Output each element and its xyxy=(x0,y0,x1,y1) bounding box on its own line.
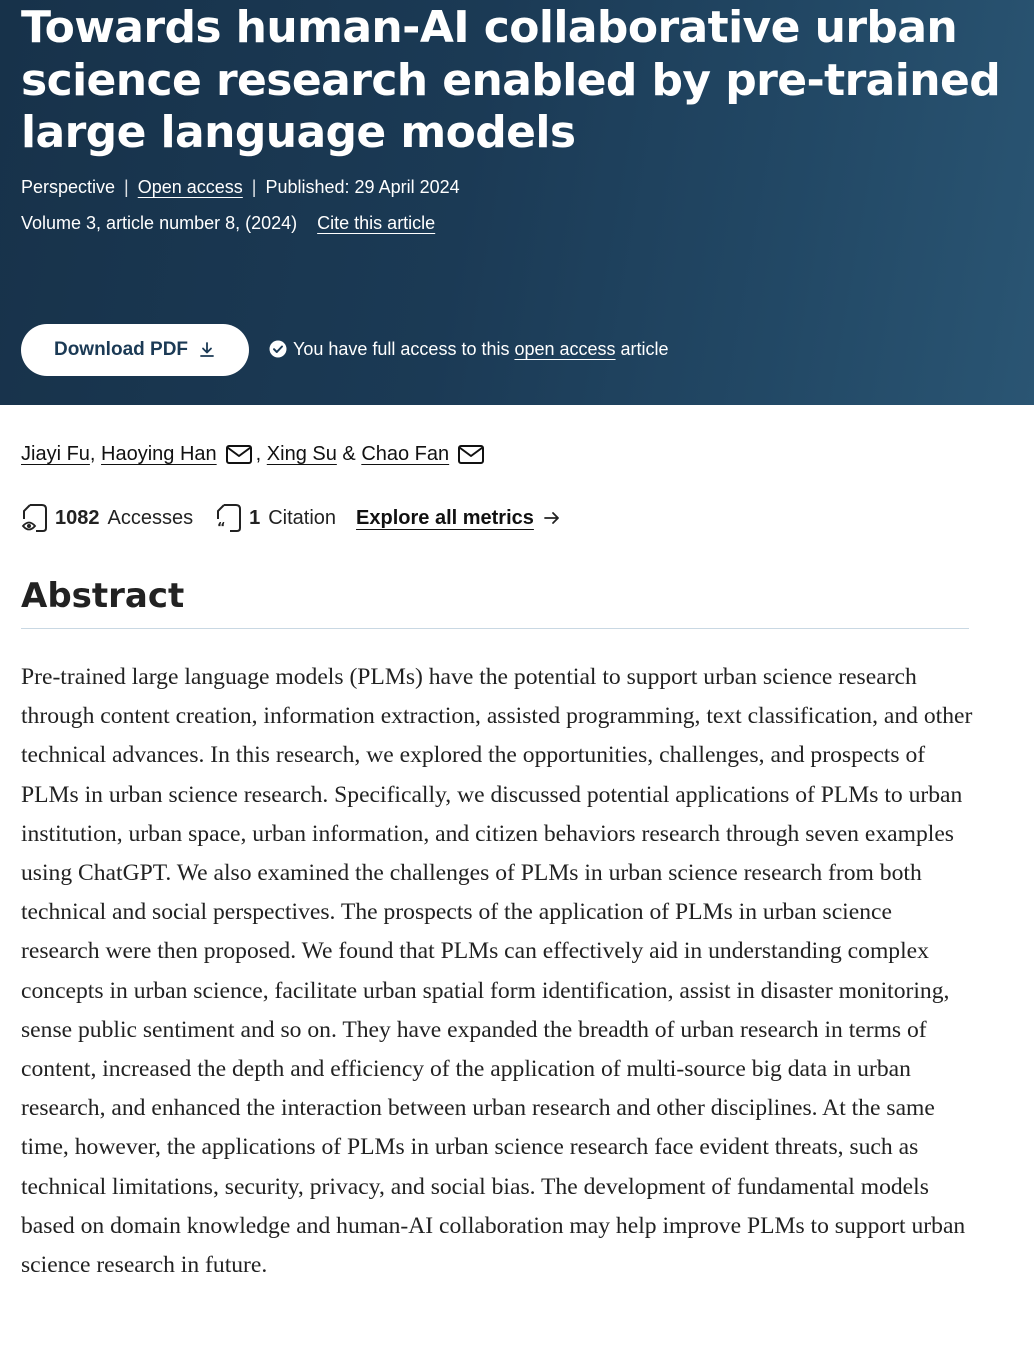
author-link[interactable]: Xing Su xyxy=(266,443,337,465)
explore-metrics-label[interactable]: Explore all metrics xyxy=(356,507,534,529)
abstract-text: Pre-trained large language models (PLMs) have the potential to support urban science research through content creation, information extraction, assisted programming, text classification, and other technical advances. In this research, we explored the opportunities, challenges, and prospects of PLMs in urban science research. Specifically, we discussed potential applications of PLMs to urban institution, urban space, urban information, and citizen behaviors research through seven examples using ChatGPT. We also examined the challenges of PLMs in urban science research from both technical and social perspectives. The prospects of the application of PLMs in urban science research were then proposed. We found that PLMs can effectively aid in understanding complex concepts in urban science, facilitate urban spatial form identification, assist in disaster monitoring, sense public sentiment and so on. They have expanded the breadth of urban research in terms of content, increased the depth and efficiency of the application of multi-source big data in urban research, and enhanced the interaction between urban research and other disciplines. At the same time, however, the applications of PLMs in urban science research face evident threats, such as technical limitations, security, privacy, and social bias. The development of fundamental models based on domain knowledge and human-AI collaboration may help improve PLMs to support urban science research in future. xyxy=(21,664,973,1279)
access-note-suffix: article xyxy=(620,339,669,359)
published-date: Published: 29 April 2024 xyxy=(265,177,460,197)
document-eye-icon xyxy=(21,503,49,533)
cite-article-link[interactable]: Cite this article xyxy=(317,213,436,233)
accesses-count: 1082 xyxy=(55,507,100,529)
download-pdf-button[interactable] xyxy=(21,324,249,376)
download-pdf-label: Download PDF xyxy=(53,339,189,360)
volume-line xyxy=(21,210,435,236)
abstract-heading: Abstract xyxy=(21,576,185,616)
access-open-access-link[interactable]: open access xyxy=(514,339,616,359)
author-separator: , xyxy=(255,443,262,465)
envelope-icon[interactable] xyxy=(457,443,485,465)
citations-count: 1 xyxy=(249,507,261,529)
article-meta-line xyxy=(21,174,460,200)
citations-label: Citation xyxy=(268,507,337,529)
accesses-label: Accesses xyxy=(107,507,194,529)
article-title: Towards human-AI collaborative urban science research enabled by pre-trained large language models xyxy=(21,2,1001,158)
document-quote-icon xyxy=(215,503,243,533)
accesses-metric xyxy=(21,503,193,533)
author-separator: , xyxy=(89,443,96,465)
article-type: Perspective xyxy=(21,177,116,197)
meta-separator: | xyxy=(124,177,129,197)
explore-metrics-link[interactable] xyxy=(336,503,560,533)
author-list xyxy=(21,440,488,468)
article-header xyxy=(0,0,1034,405)
citations-metric xyxy=(215,503,336,533)
arrow-right-icon xyxy=(544,511,560,525)
svg-text:“: “ xyxy=(217,521,226,533)
volume-info: Volume 3, article number 8, (2024) xyxy=(21,213,298,233)
author-link[interactable]: Haoying Han xyxy=(101,443,217,465)
author-link[interactable]: Chao Fan xyxy=(361,443,450,465)
author-ampersand: & xyxy=(342,443,356,465)
author-link[interactable]: Jiayi Fu xyxy=(21,443,90,465)
section-divider xyxy=(21,628,969,629)
meta-separator: | xyxy=(251,177,257,197)
article-metrics xyxy=(21,503,560,533)
check-circle-icon xyxy=(269,340,287,358)
access-note-prefix: You have full access to this xyxy=(293,339,510,359)
envelope-icon[interactable] xyxy=(225,443,253,465)
download-icon xyxy=(198,341,216,359)
open-access-link[interactable]: Open access xyxy=(137,177,243,197)
access-note xyxy=(269,336,669,362)
